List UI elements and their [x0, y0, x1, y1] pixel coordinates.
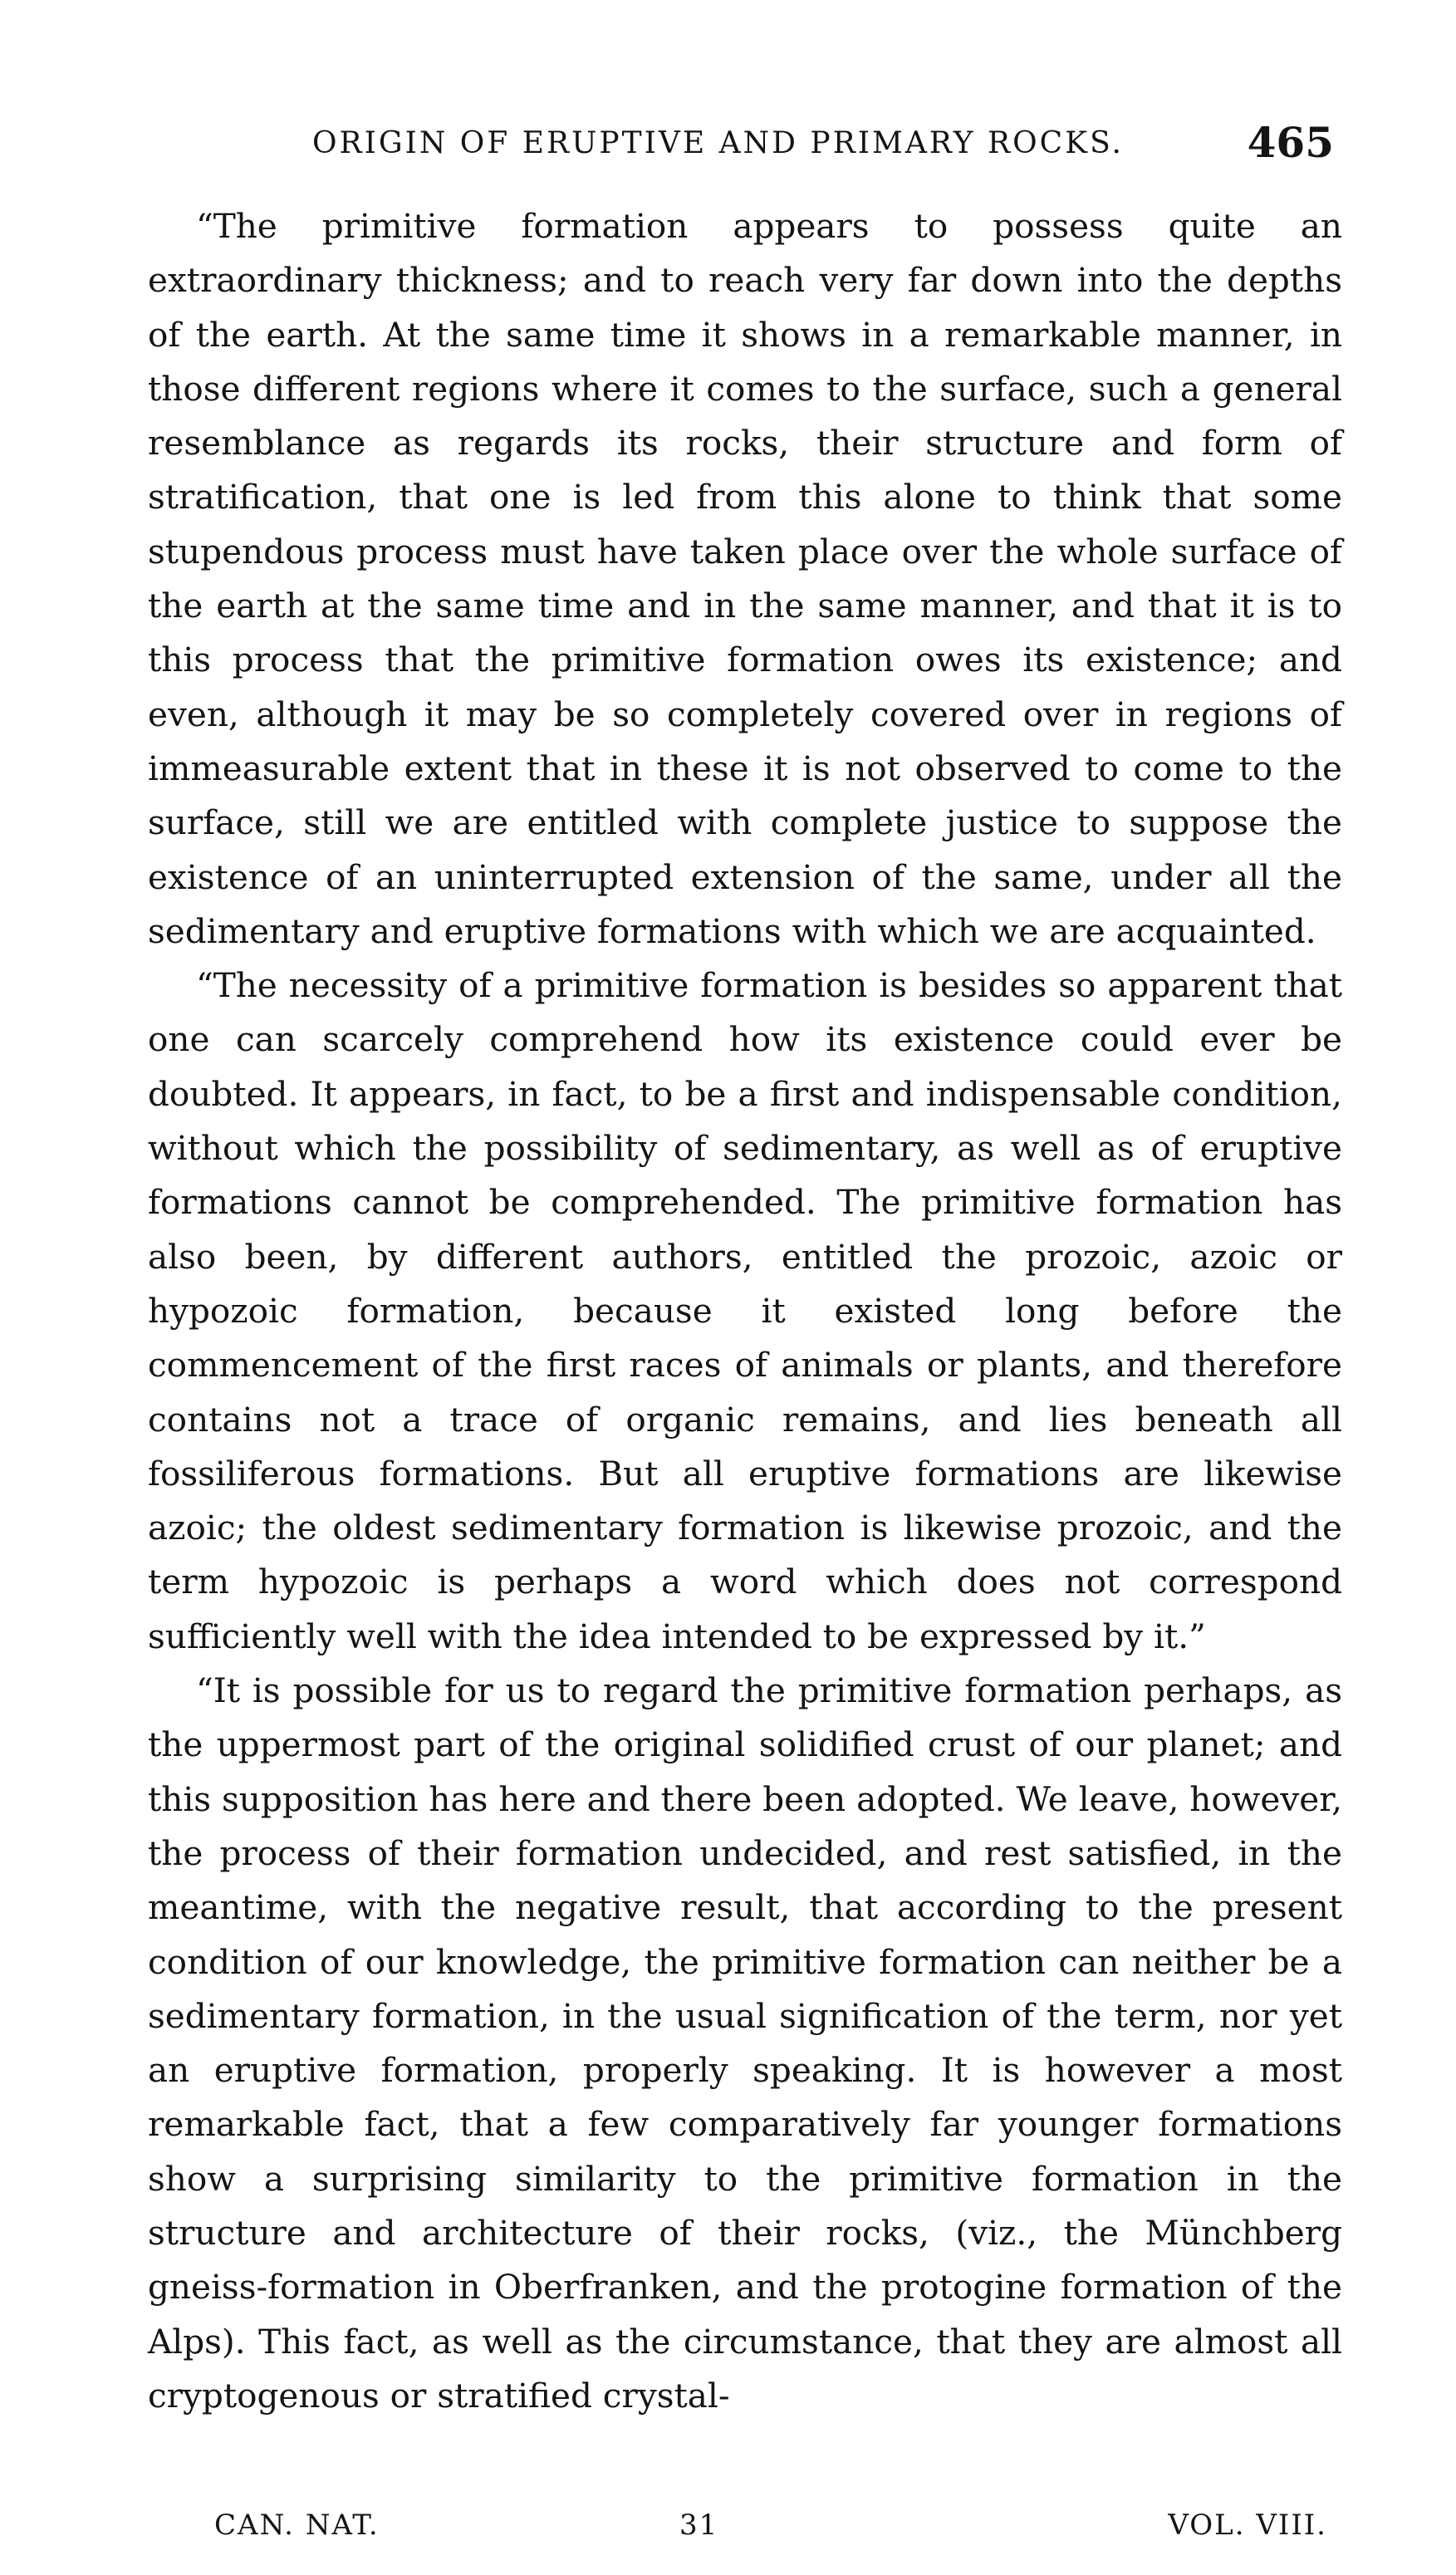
footer-volume: VOL. VIII.	[1168, 2509, 1327, 2542]
paragraph-necessity: “The necessity of a primitive formation is besides so apparent that one can scarcely comprehend how its existence could ever be doubted. It appears, in fact, to be a first and indispensable condition, without which the possibility of sedimentary, as well as of eruptive formations cannot be comprehended. The primitive formation has also been, by different authors, entitled the prozoic, azoic or hypozoic formation, because it existed long before the commencement of the first races of animals or plants, and therefore contains not a trace of organic remains, and lies beneath all fossiliferous formations. But all eruptive formations are likewise azoic; the oldest sedimentary formation is likewise prozoic, and the term hypozoic is perhaps a word which does not correspond sufficiently well with the idea intended to be expressed by it.”	[148, 965, 1342, 1656]
paragraph-primitive-thickness: “The primitive formation appears to possess quite an extraordinary thickness; and to reach very far down into the depths of the earth. At the same time it shows in a remarkable manner, in those different regions where it comes to the surface, such a general resemblance as regards its rocks, their structure and form of stratification, that one is led from this alone to think that some stupendous process must have taken place over the whole surface of the earth at the same time and in the same manner, and that it is to this process that the primitive formation owes its existence; and even, although it may be so completely covered over in regions of immeasurable extent that in these it is not observed to come to the surface, still we are entitled with complete justice to suppose the existence of an uninterrupted extension of the same, under all the sedimentary and eruptive formations with which we are acquainted.	[148, 206, 1342, 951]
page-footer	[148, 2509, 1344, 2550]
running-title: ORIGIN OF ERUPTIVE AND PRIMARY ROCKS.	[312, 126, 1124, 160]
page-number: 465	[1247, 118, 1334, 167]
body-text	[148, 199, 1342, 2423]
paragraph-uppermost-crust: “It is possible for us to regard the primitive formation perhaps, as the uppermost part of the original solidified crust of our planet; and this supposition has here and there been adopted. We leave, however, the process of their formation undecided, and rest satisfied, in the meantime, with the negative result, that according to the present condition of our knowledge, the primitive formation can neither be a sedimentary formation, in the usual signification of the term, nor yet an eruptive formation, properly speaking. It is however a most remarkable fact, that a few comparatively far younger formations show a surprising similarity to the primitive formation in the structure and architecture of their rocks, (viz., the Münchberg gneiss-formation in Oberfranken, and the protogine formation of the Alps). This fact, as well as the circumstance, that they are almost all cryptogenous or stratified crystal-	[148, 1670, 1342, 2416]
running-head	[146, 118, 1342, 176]
footer-journal: CAN. NAT.	[214, 2509, 380, 2542]
footer-sheet-number: 31	[679, 2509, 719, 2542]
